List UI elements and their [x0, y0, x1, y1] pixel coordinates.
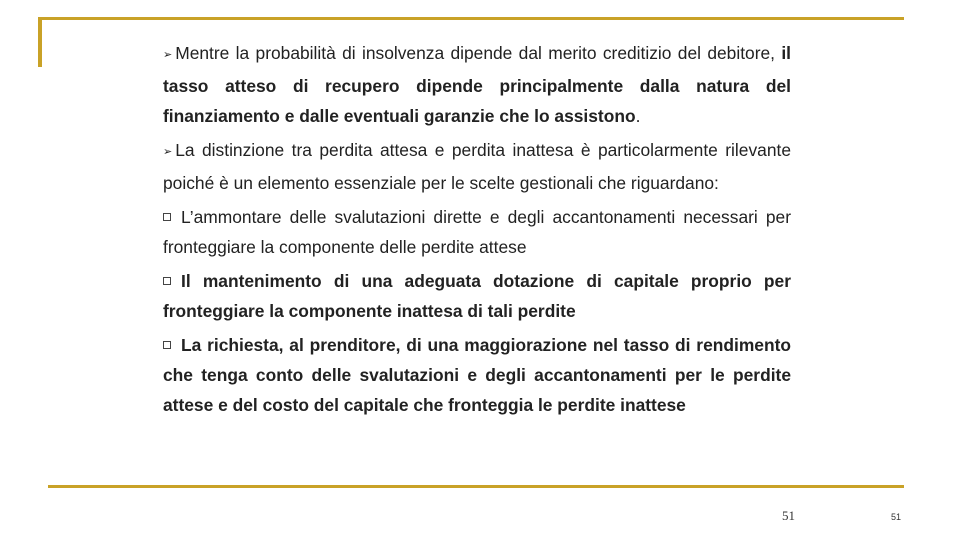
arrow-bullet-icon: ➢ — [163, 48, 173, 61]
top-accent-rule — [41, 17, 904, 20]
paragraph-2-text: La distinzione tra perdita attesa e perdita inattesa è particolarmente rilevante poiché è un elemento essenziale per le scelte gestionali che riguardano: — [163, 140, 791, 193]
slide-content — [163, 38, 791, 420]
left-accent-rule — [38, 17, 42, 67]
paragraph-1-bold-text: il tasso atteso di recupero dipende principalmente dalla natura del finanziamento e dalle eventuali garanzie che lo assistono — [163, 43, 791, 126]
checkbox-bullet-icon — [163, 341, 171, 349]
list-item-1-text: L’ammontare delle svalutazioni dirette e degli accantonamenti necessari per fronteggiare la componente delle perdite attese — [163, 207, 791, 257]
list-item-2 — [163, 266, 791, 326]
list-item-1 — [163, 202, 791, 262]
checkbox-bullet-icon — [163, 277, 171, 285]
page-number: 51 — [782, 508, 795, 523]
paragraph-2 — [163, 135, 791, 198]
paragraph-1-end: . — [635, 106, 641, 126]
slide-number: 51 — [891, 512, 902, 522]
checkbox-bullet-icon — [163, 213, 171, 221]
paragraph-1 — [163, 38, 791, 131]
list-item-2-text: Il mantenimento di una adeguata dotazione di capitale proprio per fronteggiare la componente inattesa di tali perdite — [163, 271, 791, 321]
list-item-3-text: La richiesta, al prenditore, di una maggiorazione nel tasso di rendimento che tenga conto delle svalutazioni e degli accantonamenti per le perdite attese e del costo del capitale che fronteggia le perdite inattese — [163, 335, 791, 415]
bottom-accent-rule — [48, 485, 904, 488]
list-item-3 — [163, 330, 791, 420]
arrow-bullet-icon: ➢ — [163, 145, 173, 158]
paragraph-1-text: Mentre la probabilità di insolvenza dipende dal merito creditizio del debitore, — [175, 43, 782, 63]
